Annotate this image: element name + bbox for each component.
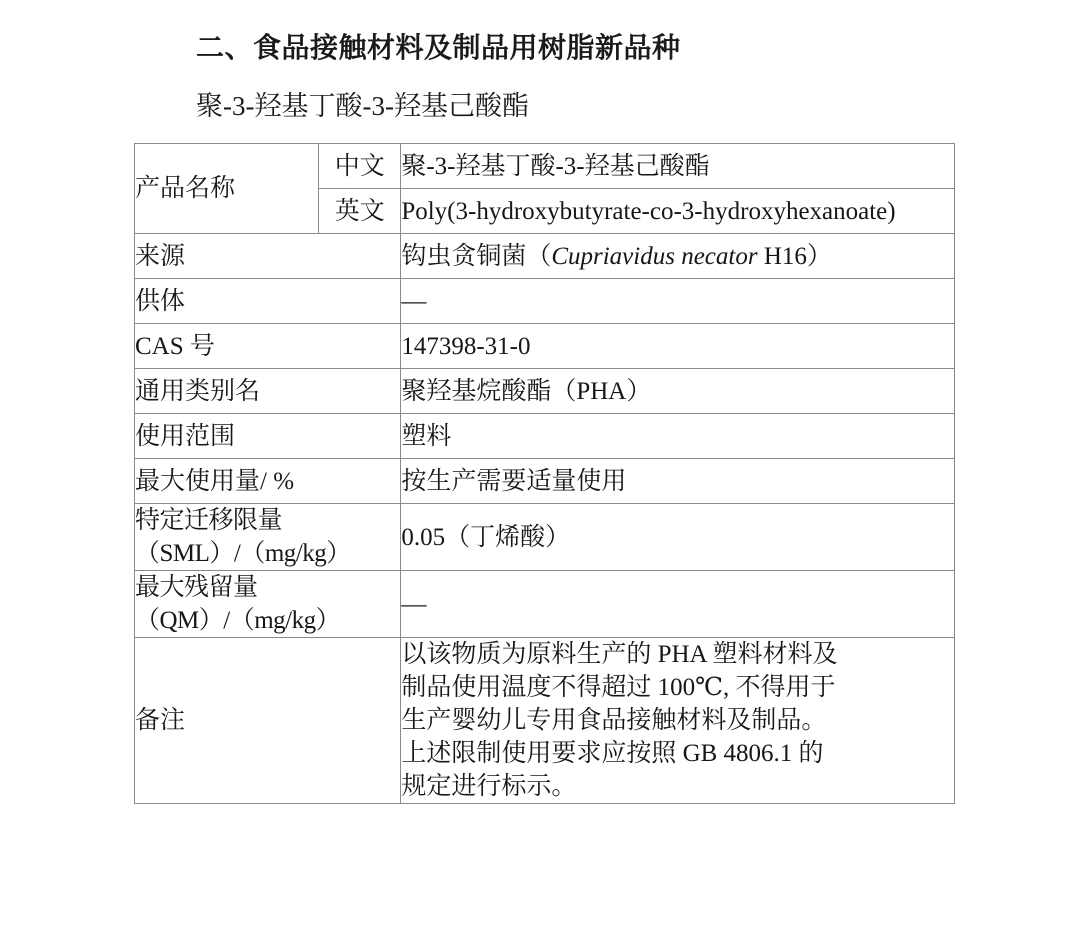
label-qm-line2: （QM）/（mg/kg） <box>135 607 341 634</box>
source-latin-name: Cupriavidus necator <box>551 242 758 270</box>
label-qm-line1: 最大残留量 <box>135 574 258 601</box>
substance-name-heading: 聚-3-羟基丁酸-3-羟基己酸酯 <box>196 91 529 121</box>
value-use-scope: 塑料 <box>401 414 955 459</box>
source-prefix: 钩虫贪铜菌（ <box>401 242 552 270</box>
remark-line: 制品使用温度不得超过 100℃, 不得用于 <box>401 674 836 701</box>
substance-spec-table <box>134 143 955 804</box>
label-product-name: 产品名称 <box>135 144 319 234</box>
value-donor: — <box>401 279 955 324</box>
value-generic-class: 聚羟基烷酸酯（PHA） <box>401 369 955 414</box>
label-donor: 供体 <box>135 279 401 324</box>
sublabel-chinese: 中文 <box>319 144 401 189</box>
remark-line: 以该物质为原料生产的 PHA 塑料材料及 <box>401 641 838 668</box>
table-row-sml <box>135 504 955 571</box>
sublabel-english: 英文 <box>319 189 401 234</box>
label-use-scope: 使用范围 <box>135 414 401 459</box>
value-product-name-cn: 聚-3-羟基丁酸-3-羟基己酸酯 <box>401 144 955 189</box>
value-sml: 0.05（丁烯酸） <box>401 504 955 571</box>
source-suffix: H16） <box>757 242 832 270</box>
value-cas-number: 147398-31-0 <box>401 324 955 369</box>
value-remark <box>401 638 955 804</box>
label-sml <box>135 504 401 571</box>
remark-line: 规定进行标示。 <box>401 773 577 800</box>
remark-line: 生产婴幼儿专用食品接触材料及制品。 <box>401 707 827 734</box>
table-row-use-scope <box>135 414 955 459</box>
table-row-donor <box>135 279 955 324</box>
label-sml-line2: （SML）/（mg/kg） <box>135 540 351 567</box>
table-row-source <box>135 234 955 279</box>
section-heading: 二、食品接触材料及制品用树脂新品种 <box>196 33 681 64</box>
value-max-usage: 按生产需要适量使用 <box>401 459 955 504</box>
label-source: 来源 <box>135 234 401 279</box>
value-qm: — <box>401 571 955 638</box>
table-row-product-name-cn <box>135 144 955 189</box>
label-max-usage: 最大使用量/ % <box>135 459 401 504</box>
label-generic-class: 通用类别名 <box>135 369 401 414</box>
table-row-cas <box>135 324 955 369</box>
remark-line: 上述限制使用要求应按照 GB 4806.1 的 <box>401 740 824 767</box>
label-remark: 备注 <box>135 638 401 804</box>
table-row-remark <box>135 638 955 804</box>
value-source <box>401 234 955 279</box>
table-row-max-usage <box>135 459 955 504</box>
label-cas-number: CAS 号 <box>135 324 401 369</box>
label-qm <box>135 571 401 638</box>
value-product-name-en: Poly(3-hydroxybutyrate-co-3-hydroxyhexanoate) <box>401 189 955 234</box>
table-row-generic-class <box>135 369 955 414</box>
label-sml-line1: 特定迁移限量 <box>135 507 283 534</box>
table-row-qm <box>135 571 955 638</box>
